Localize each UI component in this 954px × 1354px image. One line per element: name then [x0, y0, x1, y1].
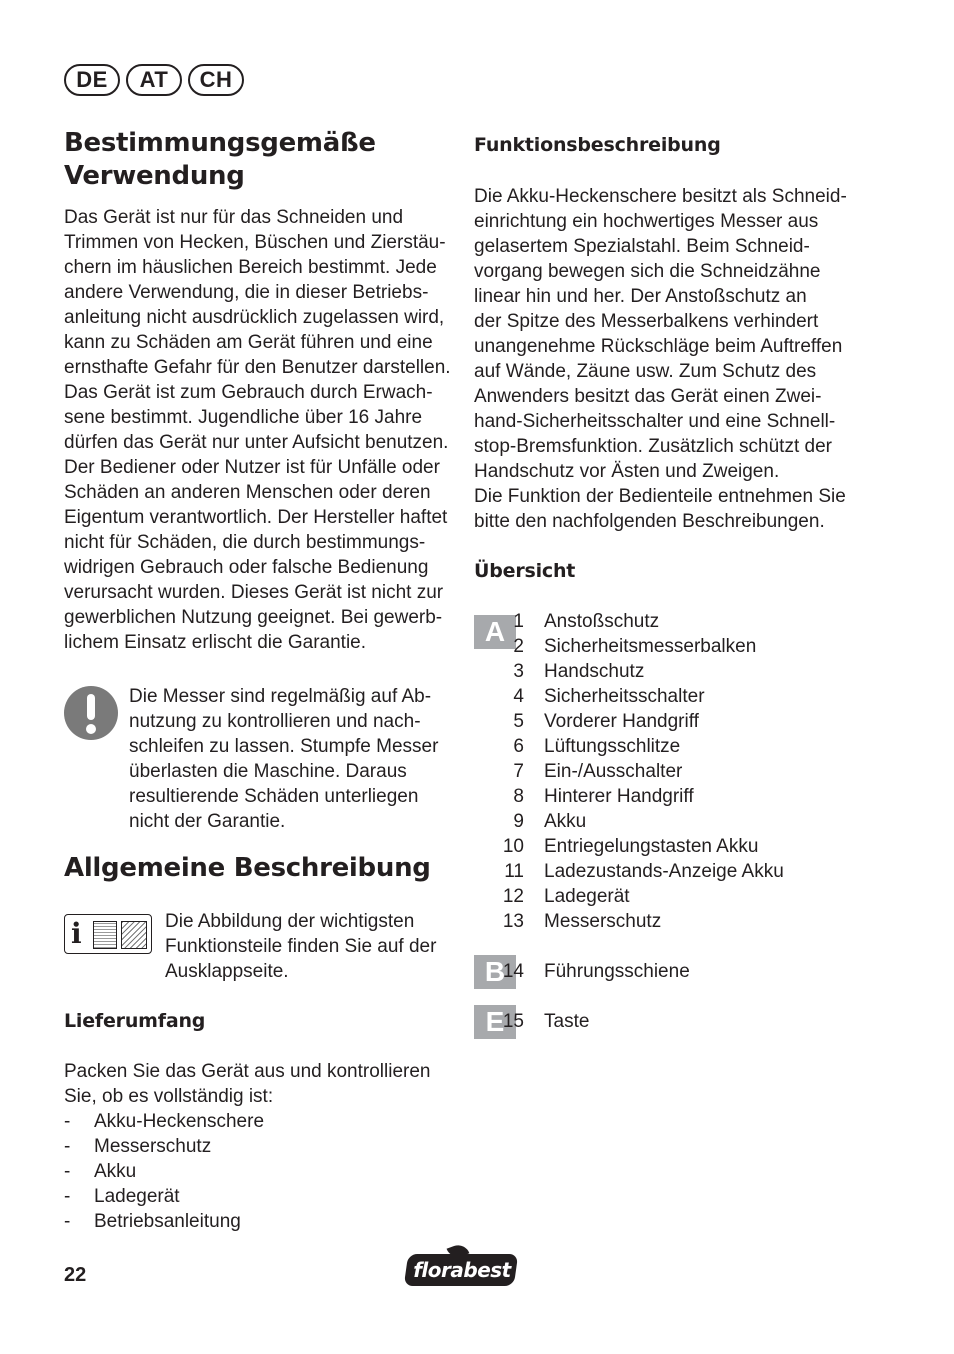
overview-row: [474, 1009, 884, 1034]
item-label: Vorderer Handgriff: [544, 711, 699, 732]
item-number: 4: [513, 686, 524, 707]
overview-row: [474, 684, 884, 709]
list-item: - Betriebsanleitung: [64, 1209, 464, 1234]
item-label: Sicherheitsschalter: [544, 686, 705, 707]
warning-text: [129, 684, 459, 834]
item-label: Handschutz: [544, 661, 645, 682]
text-line: nicht der Garantie.: [129, 811, 286, 832]
text-line: bitte den nachfolgenden Beschreibungen.: [474, 511, 825, 532]
overview-group-e: [474, 1009, 884, 1034]
text-line: der Spitze des Messerbalkens verhindert: [474, 311, 819, 332]
group-label-e: E: [474, 1005, 516, 1039]
text-line: schleifen zu lassen. Stumpfe Messer: [129, 736, 439, 757]
badge-de: DE: [64, 64, 120, 96]
item-number: 8: [513, 786, 524, 807]
general-description-title: Allgemeine Beschreibung: [64, 853, 431, 883]
exclamation-icon: [64, 686, 118, 740]
text-line: sene bestimmt. Jugendliche über 16 Jahre: [64, 407, 423, 428]
delivery-intro: [64, 1059, 464, 1109]
delivery-title: Lieferumfang: [64, 1010, 206, 1032]
info-book-icon: i: [64, 914, 152, 954]
text-line: andere Verwendung, die in dieser Betriebs-: [64, 282, 429, 303]
item-number: 14: [502, 961, 524, 982]
overview-row: [474, 884, 884, 909]
text-line: auf Wände, Zäune usw. Zum Schutz des: [474, 361, 817, 382]
text-line: Das Gerät ist nur für das Schneiden und: [64, 207, 404, 228]
text-line: Packen Sie das Gerät aus und kontrollieren: [64, 1061, 431, 1082]
function-title: Funktionsbeschreibung: [474, 134, 721, 156]
group-label-a: A: [474, 615, 516, 649]
text-line: Der Bediener oder Nutzer ist für Unfälle oder: [64, 457, 440, 478]
group-label-b: B: [474, 955, 516, 989]
text-line: Ausklappseite.: [165, 961, 289, 982]
text-line: Die Messer sind regelmäßig auf Ab-: [129, 686, 432, 707]
item-label: Sicherheitsmesserbalken: [544, 636, 757, 657]
intended-use-section: [64, 127, 464, 655]
item-number: 11: [504, 861, 524, 882]
list-item: - Akku: [64, 1159, 464, 1184]
overview-row: [474, 959, 884, 984]
text-line: Funktionsteile finden Sie auf der: [165, 936, 437, 957]
text-line: dürfen das Gerät nur unter Aufsicht benutzen.: [64, 432, 449, 453]
text-line: chern im häuslichen Bereich bestimmt. Jede: [64, 257, 437, 278]
item-label: Hinterer Handgriff: [544, 786, 694, 807]
overview-row: [474, 659, 884, 684]
text-line: kann zu Schäden am Gerät führen und eine: [64, 332, 433, 353]
text-line: verursacht wurden. Dieses Gerät ist nicht zur: [64, 582, 444, 603]
text-line: linear hin und her. Der Anstoßschutz an: [474, 286, 807, 307]
item-label: Taste: [544, 1011, 590, 1032]
list-item: - Ladegerät: [64, 1184, 464, 1209]
text-line: Schäden an anderen Menschen oder deren: [64, 482, 431, 503]
badge-at: AT: [126, 64, 182, 96]
text-line: nutzung zu kontrollieren und nach-: [129, 711, 421, 732]
text-line: unangenehme Rückschläge beim Auftreffen: [474, 336, 843, 357]
overview-group-b: [474, 959, 884, 984]
logo-text: florabest: [413, 1258, 511, 1282]
overview-row: [474, 909, 884, 934]
item-label: Akku: [544, 811, 587, 832]
overview-title: Übersicht: [474, 560, 576, 582]
function-text: [474, 184, 884, 534]
text-line: resultierende Schäden unterliegen: [129, 786, 419, 807]
item-number: 2: [513, 636, 524, 657]
overview-row: [474, 784, 884, 809]
text-line: vorgang bewegen sich die Schneidzähne: [474, 261, 821, 282]
text-line: lichem Einsatz erlischt die Garantie.: [64, 632, 367, 653]
item-number: 7: [513, 761, 524, 782]
item-number: 5: [513, 711, 524, 732]
intended-use-text: [64, 205, 464, 655]
item-number: 1: [513, 611, 524, 632]
item-number: 9: [513, 811, 524, 832]
item-label: Entriegelungstasten Akku: [544, 836, 759, 857]
item-number: 15: [502, 1011, 524, 1032]
text-line: widrigen Gebrauch oder falsche Bedienung: [64, 557, 429, 578]
text-line: Eigentum verantwortlich. Der Hersteller haftet: [64, 507, 448, 528]
text-line: Anwenders besitzt das Gerät einen Zwei-: [474, 386, 822, 407]
item-number: 3: [513, 661, 524, 682]
item-label: Anstoßschutz: [544, 611, 660, 632]
item-number: 6: [513, 736, 524, 757]
intended-use-title-line1: Bestimmungsgemäße: [64, 128, 376, 158]
item-number: 12: [502, 886, 524, 907]
item-label: Messerschutz: [544, 911, 662, 932]
item-number: 10: [502, 836, 524, 857]
text-line: gelasertem Spezialstahl. Beim Schneid-: [474, 236, 810, 257]
delivery-list: [64, 1109, 464, 1234]
general-description-text: [165, 909, 465, 984]
delivery-section: [64, 1059, 464, 1234]
intended-use-title-line2: Verwendung: [64, 161, 245, 191]
text-line: anleitung nicht ausdrücklich zugelassen wird,: [64, 307, 445, 328]
text-line: Die Akku-Heckenschere besitzt als Schneid-: [474, 186, 847, 207]
text-line: gewerblichen Nutzung geeignet. Bei gewerb-: [64, 607, 443, 628]
list-item: - Akku-Heckenschere: [64, 1109, 464, 1134]
overview-row: [474, 609, 884, 634]
overview-row: [474, 809, 884, 834]
overview-row: [474, 709, 884, 734]
page-number: 22: [64, 1264, 87, 1286]
text-line: ernsthafte Gefahr für den Benutzer darstellen.: [64, 357, 451, 378]
item-number: 13: [502, 911, 524, 932]
item-label: Führungsschiene: [544, 961, 690, 982]
text-line: überlasten die Maschine. Daraus: [129, 761, 407, 782]
text-line: Die Abbildung der wichtigsten: [165, 911, 415, 932]
text-line: Die Funktion der Bedienteile entnehmen Sie: [474, 486, 846, 507]
item-label: Ein-/Ausschalter: [544, 761, 683, 782]
overview-row: [474, 859, 884, 884]
overview-row: [474, 634, 884, 659]
text-line: hand-Sicherheitsschalter und eine Schnell-: [474, 411, 836, 432]
text-line: Das Gerät ist zum Gebrauch durch Erwach-: [64, 382, 433, 403]
list-item: - Messerschutz: [64, 1134, 464, 1159]
text-line: Trimmen von Hecken, Büschen und Zierstäu-: [64, 232, 446, 253]
text-line: Sie, ob es vollständig ist:: [64, 1086, 274, 1107]
text-line: nicht für Schäden, die durch bestimmungs-: [64, 532, 426, 553]
country-badges: [64, 64, 244, 96]
text-line: Handschutz vor Ästen und Zweigen.: [474, 461, 780, 482]
badge-ch: CH: [188, 64, 244, 96]
item-label: Ladegerät: [544, 886, 630, 907]
overview-row: [474, 759, 884, 784]
intended-use-title: [64, 127, 464, 193]
item-label: Lüftungsschlitze: [544, 736, 681, 757]
florabest-logo: [404, 1244, 520, 1290]
item-label: Ladezustands-Anzeige Akku: [544, 861, 784, 882]
text-line: stop-Bremsfunktion. Zusätzlich schützt der: [474, 436, 832, 457]
overview-group-a: [474, 609, 884, 934]
overview-row: [474, 734, 884, 759]
text-line: einrichtung ein hochwertiges Messer aus: [474, 211, 819, 232]
overview-row: [474, 834, 884, 859]
